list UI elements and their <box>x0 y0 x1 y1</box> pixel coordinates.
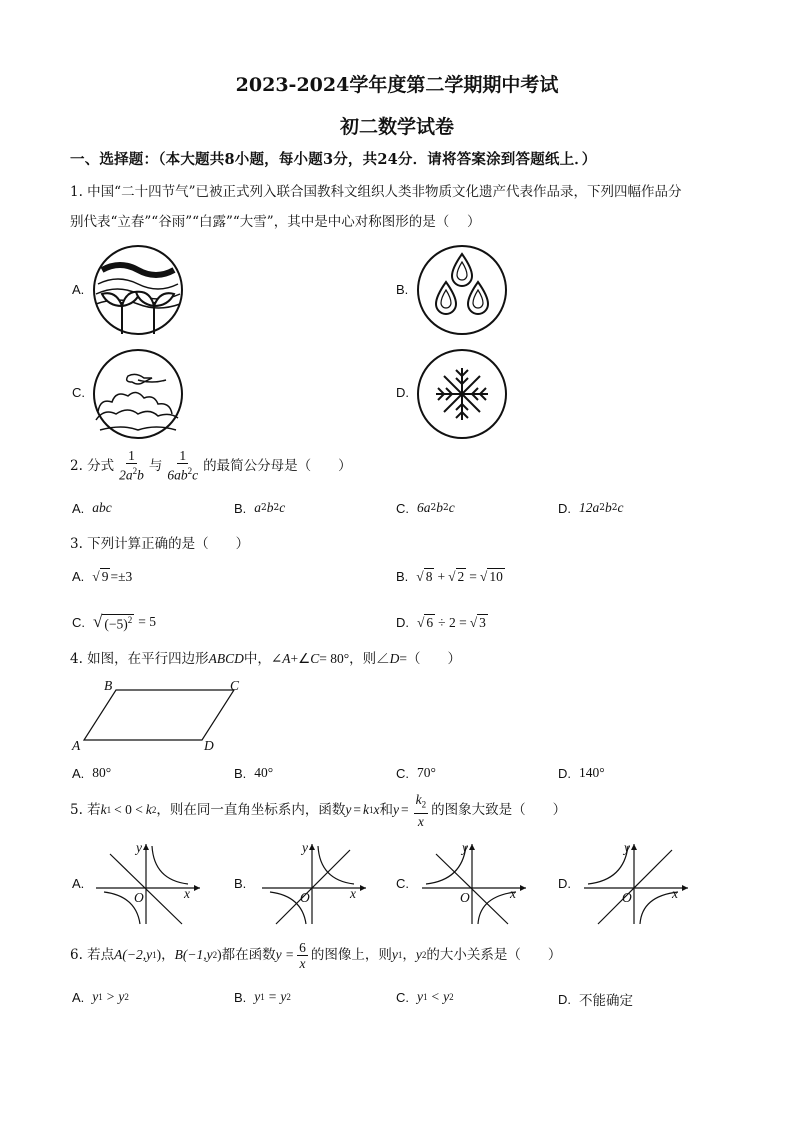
axis-x-label: x <box>510 886 516 901</box>
q2-fraction-2: $\frac{1}{6ab^2c}$ <box>167 448 199 483</box>
q3-option-d: D. √ 6 ÷ 2 = √ 3 <box>396 614 486 630</box>
parallelogram-figure <box>68 676 248 756</box>
origin-label: O <box>134 890 144 905</box>
q5-graph-b <box>258 840 370 926</box>
exam-subtitle: 初二数学试卷 <box>339 116 454 138</box>
q1-stem-line1: 1. 中国“二十四节气”已被正式列入联合国教科文组织人类非物质文化遗产代表作品录，下列四幅作品分 <box>70 184 682 200</box>
section-heading: 一、选择题：（本大题共8小题，每小题3分，共24分．请将答案涂到答题纸上．） <box>70 151 597 168</box>
q6-option-b: B. y 1 = y 2 <box>234 989 291 1005</box>
q5-option-a-label: A. <box>72 876 85 891</box>
q3-stem: 3. 下列计算正确的是（ ） <box>70 536 250 552</box>
rain-drops-icon <box>416 244 508 336</box>
q1-stem-line2: 别代表“立春”“谷雨”“白露”“大雪”，其中是中心对称图形的是（ ） <box>70 214 481 230</box>
q5-graph-d <box>580 840 692 926</box>
q4-option-c: C. 70° <box>396 765 436 781</box>
axis-y-label: y <box>462 840 468 855</box>
q1-option-b-label: B. <box>396 282 409 297</box>
q6-option-a: A. y 1 > y 2 <box>72 989 129 1005</box>
q2-stem: 2. 分式 $\frac{1}{2a^2b}$ 与 $\frac{1}{6ab^2c}$ 的最简公分母是（ ） <box>70 448 352 483</box>
q4-option-b: B. 40° <box>234 765 274 781</box>
bird-cloud-icon <box>92 348 184 440</box>
q5-stem: 5. 若 k 1 < 0 < k 2 ，则在同一直角坐标系内，函数 y = k 1 x 和 y = $\frac{k_2}{x}$ 的图象大致是（ ） <box>70 792 567 829</box>
q5-option-d-label: D. <box>558 876 571 891</box>
q5-graph-c <box>418 840 530 926</box>
q1-option-a-label: A. <box>72 282 85 297</box>
snowflake-icon <box>416 348 508 440</box>
origin-label: O <box>622 890 632 905</box>
q3-option-b: B. √ 8 + √ 2 = √ 10 <box>396 568 503 584</box>
axis-y-label: y <box>136 840 142 855</box>
axis-y-label: y <box>624 840 630 855</box>
q1-option-c-label: C. <box>72 385 85 400</box>
q2-option-a: A. abc <box>72 500 112 516</box>
q5-option-b-label: B. <box>234 876 247 891</box>
q4-option-a: A. 80° <box>72 765 112 781</box>
q5-graph-a <box>92 840 204 926</box>
q6-stem: 6. 若点 A(−2, y 1 )， B(−1, y 2 ) 都在函数 y = $\frac{6}{x}$ 的图像上，则 y 1 ， y 2 的大小关系是（ ） <box>70 939 562 971</box>
axis-y-label: y <box>302 840 308 855</box>
q5-option-c-label: C. <box>396 876 409 891</box>
vertex-a-label: A <box>72 738 81 753</box>
origin-label: O <box>460 890 470 905</box>
exam-title: 2023-2024学年度第二学期期中考试 <box>235 74 559 96</box>
q6-option-c: C. y 1 < y 2 <box>396 989 454 1005</box>
q6-option-d: D. 不能确定 <box>558 991 633 1009</box>
q4-option-d: D. 140° <box>558 765 605 781</box>
origin-label: O <box>300 890 310 905</box>
vertex-b-label: B <box>104 678 113 693</box>
q2-option-c: C. 6a 2 b 2 c <box>396 500 455 516</box>
q3-option-a: A. √ 9 =±3 <box>72 568 133 584</box>
q2-option-d: D. 12a 2 b 2 c <box>558 500 624 516</box>
spring-sprout-icon <box>92 244 184 336</box>
axis-x-label: x <box>350 886 356 901</box>
q3-option-c: C. √ $(-5)^2$ = 5 <box>72 612 156 631</box>
q1-option-d-label: D. <box>396 385 409 400</box>
axis-x-label: x <box>184 886 190 901</box>
q2-fraction-1: $\frac{1}{2a^2b}$ <box>119 448 144 483</box>
q2-option-b: B. a 2 b 2 c <box>234 500 286 516</box>
q4-stem: 4. 如图，在平行四边形ABCD中，∠A+∠C= 80°，则∠D=（ ） <box>70 651 461 667</box>
axis-x-label: x <box>672 886 678 901</box>
vertex-d-label: D <box>204 738 214 753</box>
vertex-c-label: C <box>230 678 240 693</box>
